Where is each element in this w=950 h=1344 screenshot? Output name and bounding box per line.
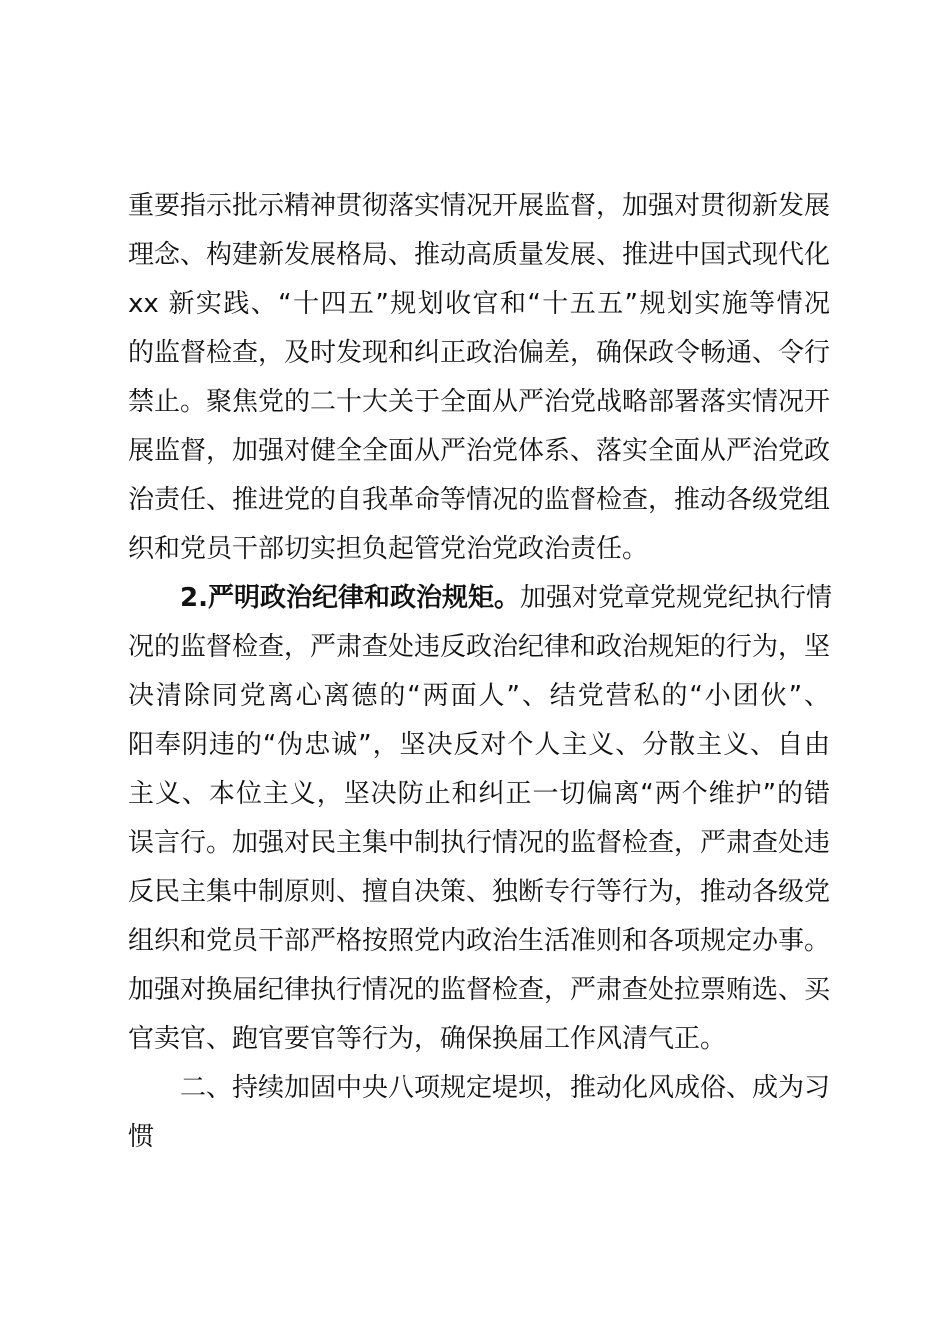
text-line: 反民主集中制原则、擅自决策、独断专行等行为，推动各级党	[128, 877, 831, 907]
paragraph-political-discipline	[128, 574, 830, 1064]
text-line: 重要指示批示精神贯彻落实情况开展监督，加强对贯彻新发展	[128, 191, 831, 221]
text-line: 织和党员干部切实担负起管党治党政治责任。	[128, 534, 649, 564]
text-line: 主义、本位主义，坚决防止和纠正一切偏离“两个维护”的错	[128, 779, 830, 809]
text-line: 误言行。加强对民主集中制执行情况的监督检查，严肃查处违	[128, 828, 831, 858]
text-line: xx 新实践、“十四五”规划收官和“十五五”规划实施等情况	[128, 289, 830, 319]
section-heading-line: 惯	[128, 1122, 155, 1152]
text-line: 禁止。聚焦党的二十大关于全面从严治党战略部署落实情况开	[128, 387, 831, 417]
paragraph-supervision-focus	[128, 182, 830, 574]
text-line: 况的监督检查，严肃查处违反政治纪律和政治规矩的行为，坚	[128, 632, 831, 662]
text-line: 的监督检查，及时发现和纠正政治偏差，确保政令畅通、令行	[128, 338, 831, 368]
text-line: 理念、构建新发展格局、推动高质量发展、推进中国式现代化	[128, 240, 831, 270]
section-heading	[128, 1064, 830, 1162]
text-line: 展监督，加强对健全全面从严治党体系、落实全面从严治党政	[128, 436, 831, 466]
text-line: 治责任、推进党的自我革命等情况的监督检查，推动各级党组	[128, 485, 831, 515]
text-line: 阳奉阴违的“伪忠诚”，坚决反对个人主义、分散主义、自由	[128, 730, 830, 760]
text-line	[128, 574, 830, 623]
text-line: 决清除同党离心离德的“两面人”、结党营私的“小团伙”、	[128, 681, 830, 711]
subsection-heading: 2.严明政治纪律和政治规矩。	[180, 583, 520, 613]
text-run: 加强对党章党规党纪执行情	[519, 583, 832, 613]
document-body	[128, 182, 830, 1162]
text-line: 官卖官、跑官要官等行为，确保换届工作风清气正。	[128, 1024, 727, 1054]
section-heading-line: 二、持续加固中央八项规定堤坝，推动化风成俗、成为习	[180, 1073, 831, 1103]
text-line: 组织和党员干部严格按照党内政治生活准则和各项规定办事。	[128, 926, 831, 956]
text-line: 加强对换届纪律执行情况的监督检查，严肃查处拉票贿选、买	[128, 975, 831, 1005]
